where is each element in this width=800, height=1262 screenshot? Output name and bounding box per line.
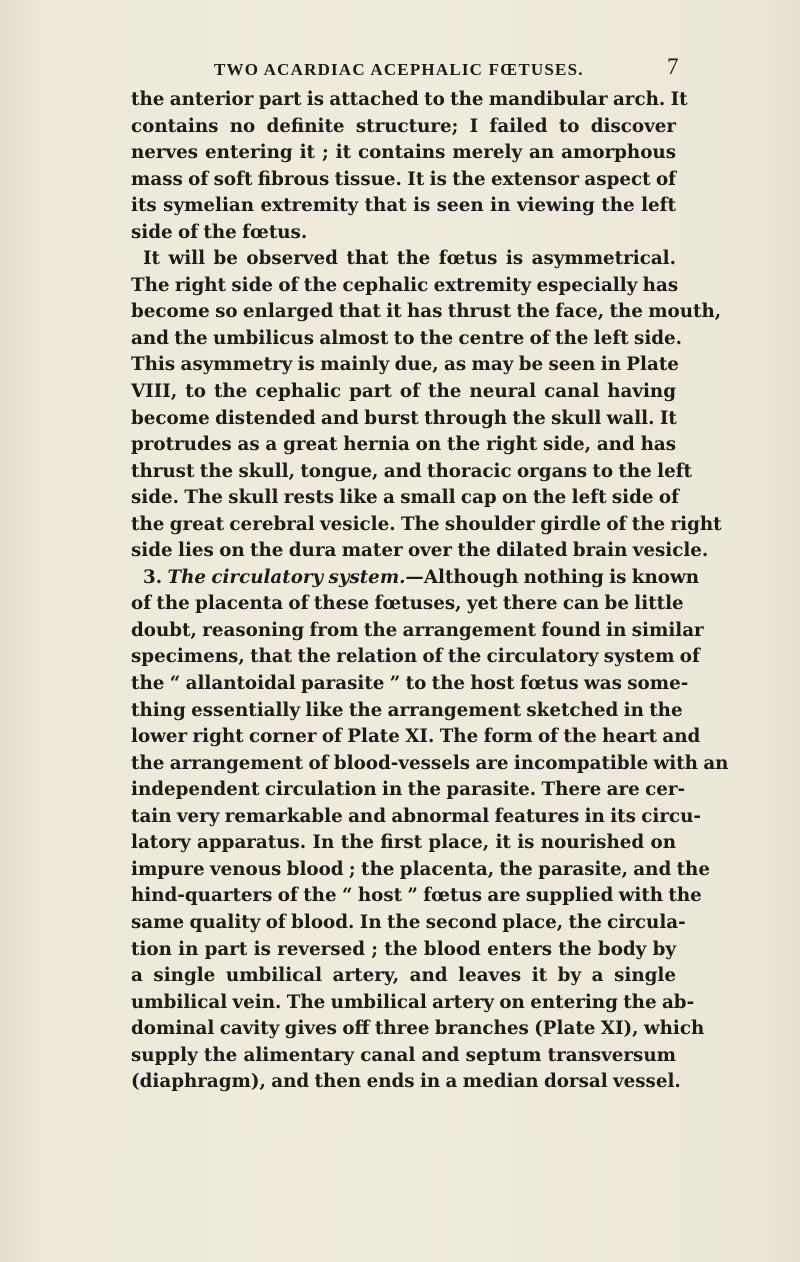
text-line: supply the alimentary canal and septum transversum: [131, 1044, 676, 1066]
text-line: side lies on the dura mater over the dilated brain vesicle.: [131, 540, 709, 562]
text-line: It will be observed that the fœtus is asymmetrical.: [143, 248, 676, 270]
running-head: [0, 54, 800, 84]
text-line: dominal cavity gives off three branches (Plate XI), which: [131, 1018, 705, 1040]
text-line: become so enlarged that it has thrust the face, the mouth,: [131, 301, 722, 323]
text-line: specimens, that the relation of the circulatory system of: [131, 646, 700, 668]
text-line: mass of soft fibrous tissue. It is the extensor aspect of: [131, 168, 676, 190]
text-line: latory apparatus. In the first place, it is nourished on: [131, 832, 676, 854]
text-line: VIII, to the cephalic part of the neural canal having: [131, 381, 676, 403]
text-line: tion in part is reversed ; the blood enters the body by: [131, 938, 676, 960]
text-line: contains no definite structure; I failed to discover: [131, 115, 676, 137]
section-heading-line: [131, 565, 699, 592]
text-line: (diaphragm), and then ends in a median dorsal vessel.: [131, 1071, 681, 1093]
text-line: doubt, reasoning from the arrangement found in similar: [131, 619, 704, 641]
text-line: thrust the skull, tongue, and thoracic organs to the left: [131, 460, 693, 482]
body-text: [131, 87, 729, 1096]
page-number: 7: [667, 54, 679, 79]
text-line: side of the fœtus.: [131, 221, 308, 243]
text-line: tain very remarkable and abnormal features in its circu-: [131, 805, 701, 827]
text-line: impure venous blood ; the placenta, the parasite, and the: [131, 858, 710, 880]
section-heading: The circulatory system.: [167, 566, 406, 588]
text-line: thing essentially like the arrangement sketched in the: [131, 699, 683, 721]
text-line: the anterior part is attached to the mandibular arch. It: [131, 89, 688, 110]
text-line: the great cerebral vesicle. The shoulder girdle of the right: [131, 513, 722, 535]
text-line: the arrangement of blood-vessels are incompatible with an: [131, 752, 729, 774]
text-line: This asymmetry is mainly due, as may be seen in Plate: [131, 354, 679, 376]
text-line: the “ allantoidal parasite ” to the host fœtus was some-: [131, 673, 689, 695]
text-line: umbilical vein. The umbilical artery on entering the ab-: [131, 991, 695, 1013]
text-line: same quality of blood. In the second place, the circula-: [131, 911, 686, 933]
text-line: nerves entering it ; it contains merely an amorphous: [131, 142, 676, 164]
section-lead: —Although nothing is known: [405, 566, 699, 588]
text-line: hind-quarters of the “ host ” fœtus are supplied with the: [131, 885, 702, 907]
text-line: its symelian extremity that is seen in viewing the left: [131, 195, 676, 217]
text-line: become distended and burst through the skull wall. It: [131, 407, 677, 429]
text-line: side. The skull rests like a small cap on the left side of: [131, 487, 679, 509]
running-title: TWO ACARDIAC ACEPHALIC FŒTUSES.: [214, 60, 584, 79]
section-number: 3.: [143, 566, 163, 588]
text-line: lower right corner of Plate XI. The form of the heart and: [131, 726, 701, 748]
text-line: and the umbilicus almost to the centre of the left side.: [131, 327, 683, 349]
text-line: a single umbilical artery, and leaves it by a single: [131, 965, 676, 987]
text-line: The right side of the cephalic extremity especially has: [131, 274, 679, 296]
text-line: protrudes as a great hernia on the right side, and has: [131, 434, 676, 456]
text-line: of the placenta of these fœtuses, yet there can be little: [131, 593, 684, 615]
text-line: independent circulation in the parasite. There are cer-: [131, 779, 686, 801]
